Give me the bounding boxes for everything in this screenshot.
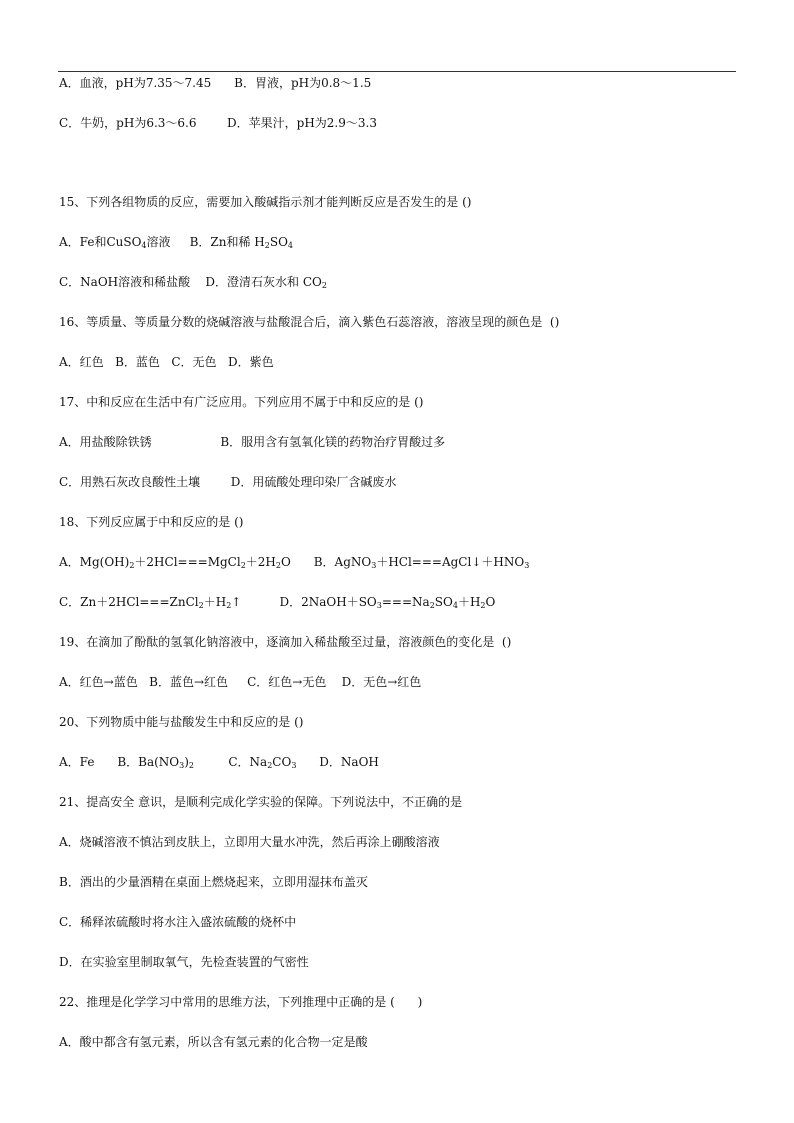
- q17-options-cd: C．用熟石灰改良酸性土壤 D．用硫酸处理印染厂含碱废水: [59, 475, 397, 489]
- header-rule: [58, 71, 736, 72]
- q21-option-a: A．烧碱溶液不慎沾到皮肤上，立即用大量水冲洗，然后再涂上硼酸溶液: [59, 835, 440, 849]
- q15-stem: 15、下列各组物质的反应，需要加入酸碱指示剂才能判断反应是否发生的是 (): [59, 195, 472, 209]
- q21-option-d: D．在实验室里制取氧气，先检查装置的气密性: [59, 955, 309, 969]
- q18-options-cd: C．$Zn+2HCl===ZnCl_2+H_2↑$ D．$2NaOH+SO_3===Na_2SO_4+H_2O$: [59, 595, 496, 610]
- q17-stem: 17、中和反应在生活中有广泛应用。下列应用不属于中和反应的是 (): [59, 395, 424, 409]
- q21-option-b: B．酒出的少量酒精在桌面上燃烧起来，立即用湿抹布盖灭: [59, 875, 368, 889]
- q20-stem: 20、下列物质中能与盐酸发生中和反应的是 (): [59, 715, 304, 729]
- q16-stem: 16、等质量、等质量分数的烧碱溶液与盐酸混合后，滴入紫色石蕊溶液，溶液呈现的颜色是 (): [59, 315, 560, 329]
- q18-stem: 18、下列反应属于中和反应的是 (): [59, 515, 244, 529]
- q14-options-cd: C．牛奶，pH为6.3～6.6 D．苹果汁，pH为2.9～3.3: [59, 116, 377, 130]
- q21-option-c: C．稀释浓硫酸时将水注入盛浓硫酸的烧杯中: [59, 915, 297, 929]
- q19-stem: 19、在滴加了酚酞的氢氧化钠溶液中，逐滴加入稀盐酸至过量，溶液颜色的变化是 (): [59, 635, 512, 649]
- q15-options-cd: C．NaOH溶液和稀盐酸 D．澄清石灰水和 $CO_2$: [59, 275, 327, 290]
- q17-options-ab: A．用盐酸除铁锈 B．服用含有氢氧化镁的药物治疗胃酸过多: [59, 435, 446, 449]
- q18-options-ab: A．$Mg(OH)_2+2HCl===MgCl_2+2H_2O$ B．$AgNO_3+HCl===AgCl↓+HNO_3$: [59, 555, 530, 570]
- q14-options-ab: A．血液，pH为7.35～7.45 B．胃液，pH为0.8～1.5: [59, 76, 372, 90]
- q22-option-a: A．酸中都含有氢元素，所以含有氢元素的化合物一定是酸: [59, 1035, 368, 1049]
- q21-stem: 21、提高安全 意识，是顺利完成化学实验的保障。下列说法中，不正确的是: [59, 795, 463, 809]
- q22-stem: 22、推理是化学学习中常用的思维方法，下列推理中正确的是 ( ): [59, 995, 423, 1009]
- q16-options: A．红色 B．蓝色 C．无色 D．紫色: [59, 355, 274, 369]
- q19-options: A．红色→蓝色 B．蓝色→红色 C．红色→无色 D．无色→红色: [59, 675, 422, 689]
- q20-options: A．Fe B．$Ba(NO_3)_2$ C．$Na_2CO_3$ D．NaOH: [59, 755, 379, 770]
- q15-options-ab: A．Fe和CuSO$_4$溶液 B．Zn和稀 $H_2SO_4$: [59, 235, 294, 250]
- document-body: [59, 73, 749, 1052]
